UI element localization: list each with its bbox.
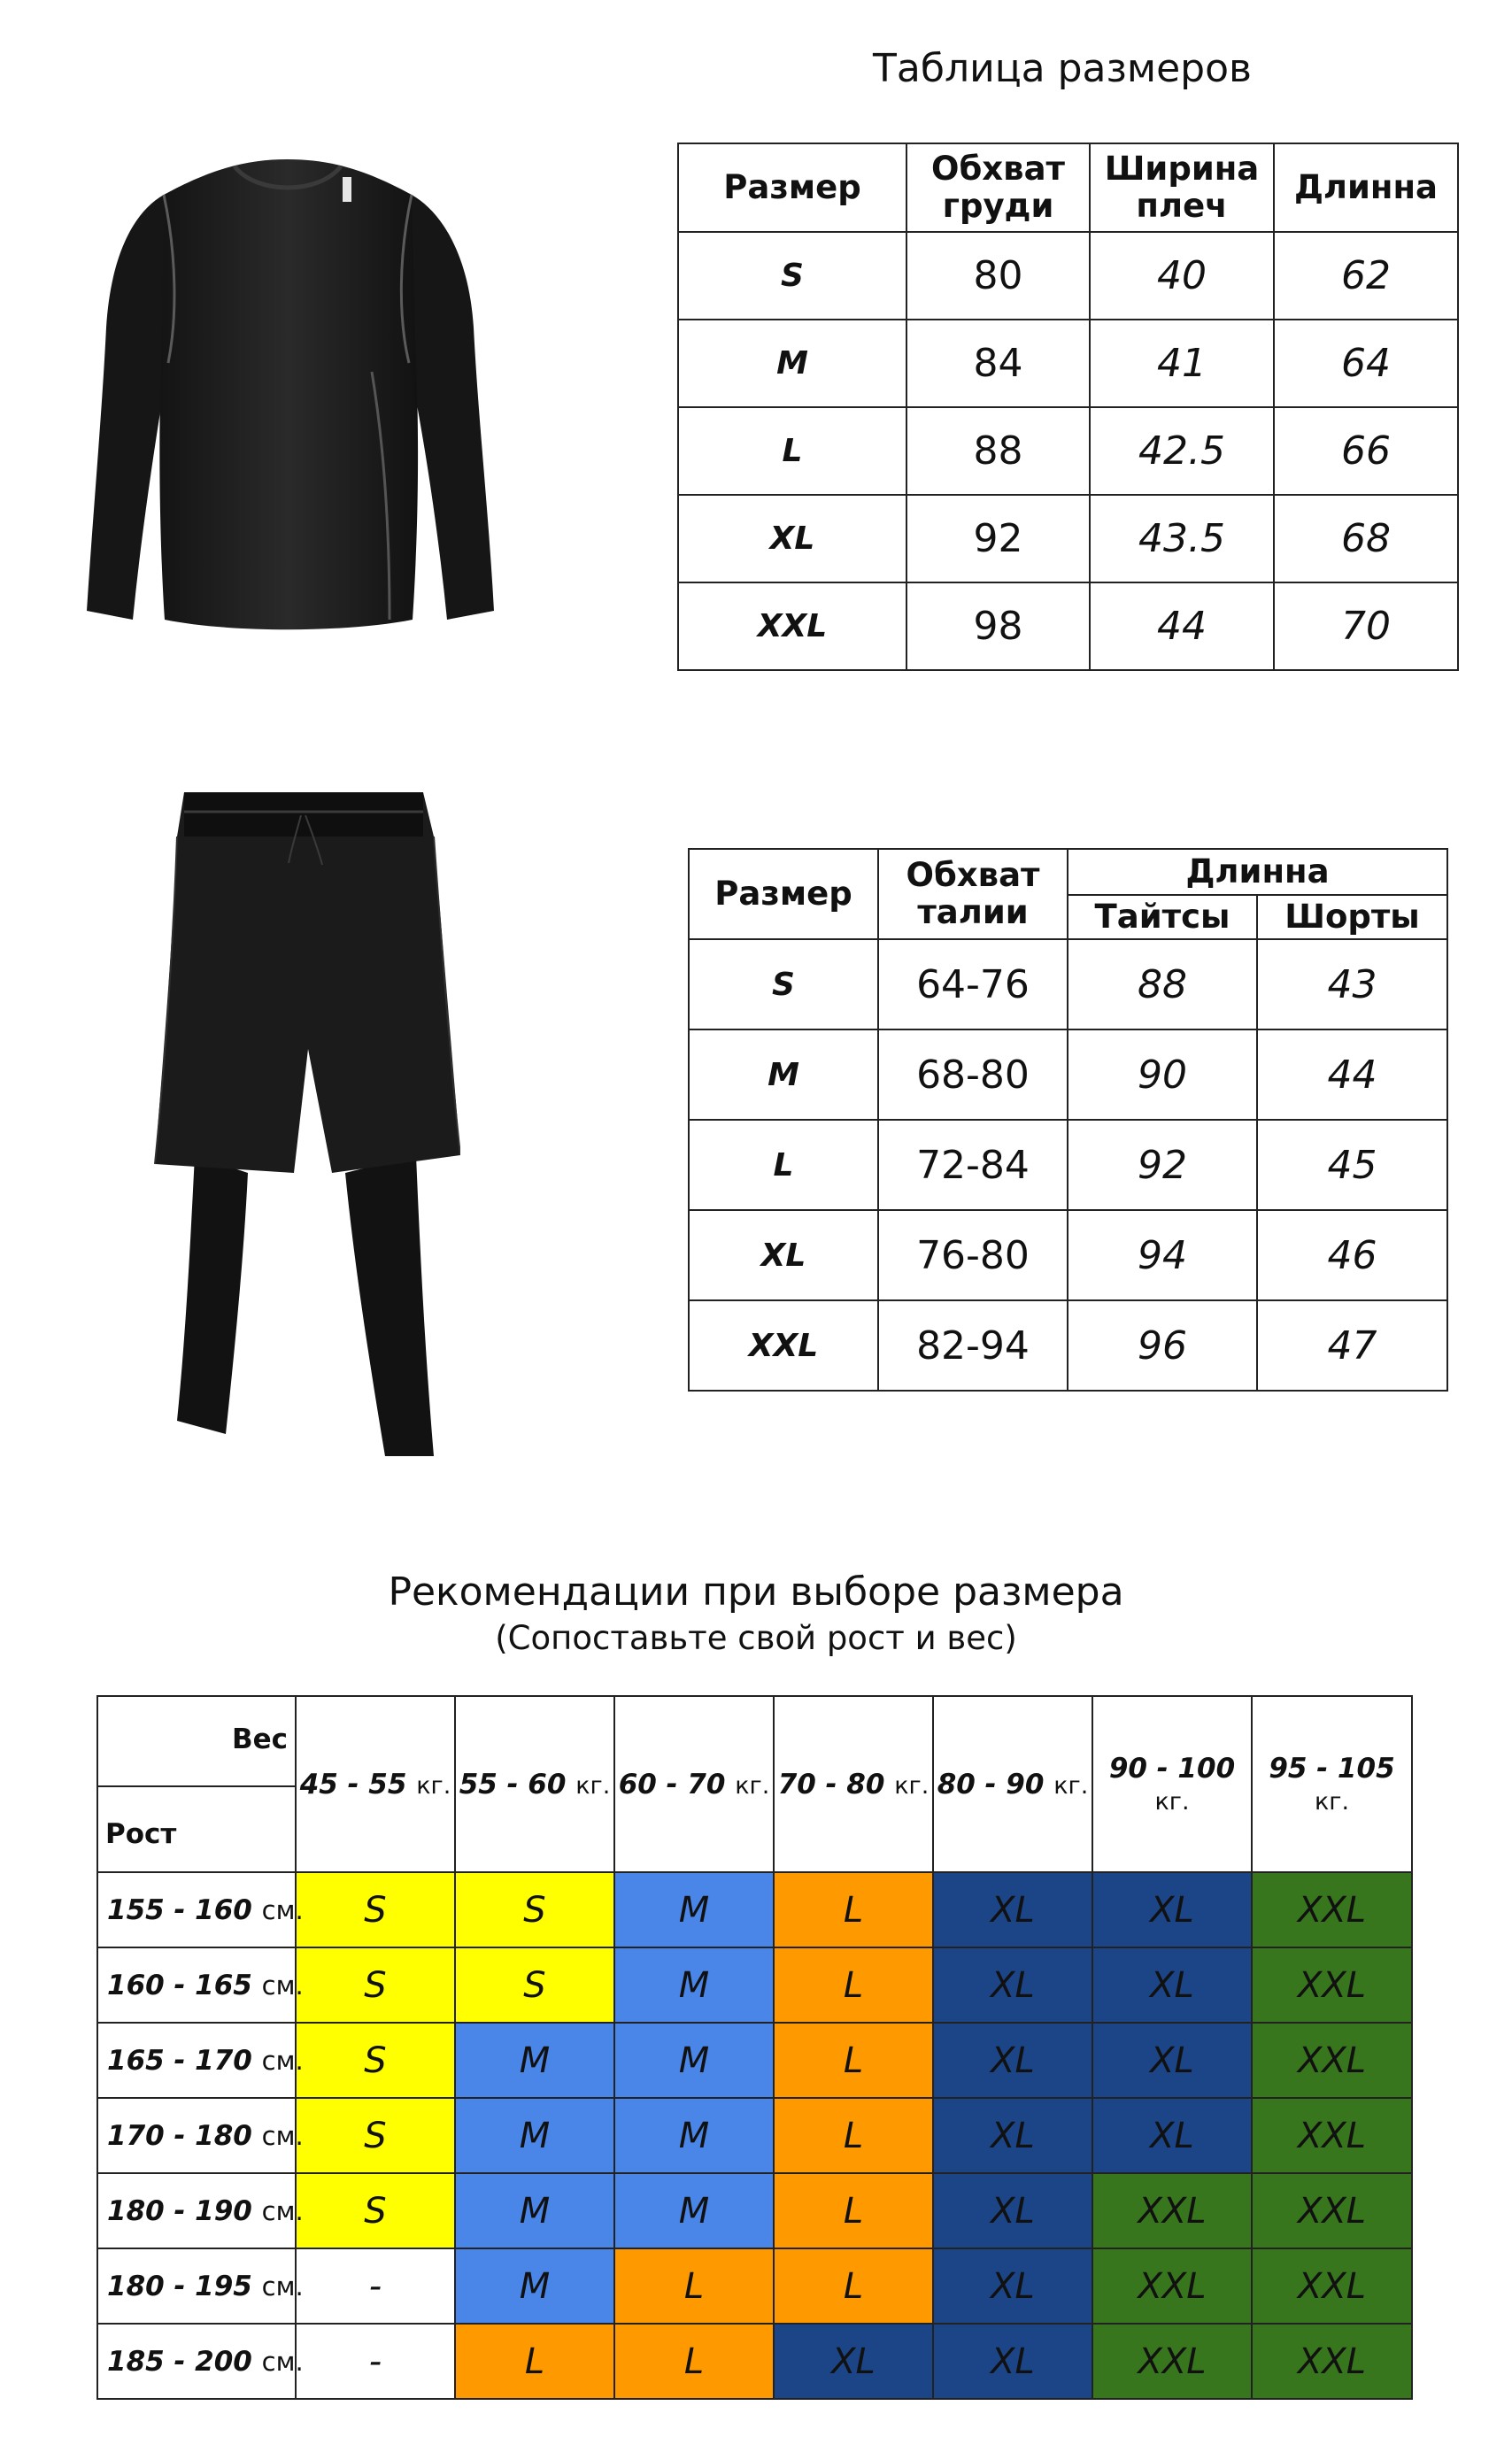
height-range: 155 - 160	[107, 1893, 252, 1926]
table-row	[97, 2098, 1412, 2173]
height-range: 180 - 190	[107, 2194, 252, 2227]
table-row	[97, 2248, 1412, 2324]
size-recommendation-cell: M	[614, 2023, 774, 2098]
weight-unit: кг.	[1314, 1787, 1350, 1816]
waist-cell: 82-94	[878, 1300, 1068, 1391]
size-recommendation-cell: XXL	[1252, 2173, 1412, 2248]
height-unit: см.	[261, 1970, 304, 2001]
length-cell: 66	[1274, 407, 1458, 495]
tights-cell: 92	[1068, 1120, 1257, 1210]
size-recommendation-cell: L	[774, 2248, 933, 2324]
size-recommendation-cell: S	[455, 1947, 614, 2023]
size-recommendation-cell: XXL	[1252, 2248, 1412, 2324]
corner-header	[97, 1696, 296, 1872]
shorts-cell: 47	[1257, 1300, 1447, 1391]
shorts-cell: 44	[1257, 1029, 1447, 1120]
shorts-cell: 45	[1257, 1120, 1447, 1210]
size-cell: S	[678, 232, 906, 320]
size-recommendation-cell: M	[455, 2173, 614, 2248]
table-row	[97, 2324, 1412, 2399]
shorts-with-tights-image	[142, 783, 460, 1469]
header-shoulder: Ширина плеч	[1090, 143, 1274, 232]
weight-unit: кг.	[416, 1771, 451, 1800]
long-sleeve-shirt-image	[80, 159, 496, 659]
size-recommendation-cell: M	[614, 1872, 774, 1947]
size-recommendation-cell: L	[774, 2173, 933, 2248]
height-unit: см.	[261, 2195, 304, 2226]
size-recommendation-cell: XL	[933, 2248, 1092, 2324]
size-recommendation-cell: S	[296, 1947, 455, 2023]
size-recommendation-cell: -	[296, 2248, 455, 2324]
height-header	[97, 2248, 304, 2324]
table-row	[689, 1120, 1447, 1210]
size-recommendation-cell: XXL	[1252, 2023, 1412, 2098]
size-cell: S	[689, 939, 878, 1029]
size-recommendation-cell: M	[614, 1947, 774, 2023]
size-cell: L	[689, 1120, 878, 1210]
weight-header	[296, 1696, 455, 1872]
size-cell: XL	[689, 1210, 878, 1300]
size-cell: XXL	[678, 582, 906, 670]
height-unit: см.	[261, 2045, 304, 2076]
height-unit: см.	[261, 2271, 304, 2302]
table-row	[689, 1300, 1447, 1391]
size-recommendation-cell: M	[455, 2023, 614, 2098]
size-recommendation-cell: L	[774, 2023, 933, 2098]
length-cell: 70	[1274, 582, 1458, 670]
size-recommendation-cell: XXL	[1252, 2098, 1412, 2173]
weight-range: 60 - 70	[618, 1768, 726, 1800]
waist-cell: 76-80	[878, 1210, 1068, 1300]
size-recommendation-cell: S	[296, 1872, 455, 1947]
size-recommendation-cell: XXL	[1252, 1947, 1412, 2023]
height-header	[97, 1947, 304, 2023]
chest-cell: 88	[906, 407, 1090, 495]
size-recommendation-cell: XL	[933, 1872, 1092, 1947]
shorts-cell: 46	[1257, 1210, 1447, 1300]
weight-unit: кг.	[894, 1771, 930, 1800]
weight-range: 95 - 105	[1269, 1752, 1395, 1785]
size-cell: XL	[678, 495, 906, 582]
waist-cell: 68-80	[878, 1029, 1068, 1120]
table-header-row	[689, 849, 1447, 895]
size-cell: M	[678, 320, 906, 407]
height-unit: см.	[261, 2120, 304, 2151]
table-row	[678, 320, 1458, 407]
size-table-title: Таблица размеров	[873, 46, 1252, 91]
size-recommendation-cell: XXL	[1092, 2248, 1252, 2324]
height-header	[97, 1872, 304, 1947]
tights-cell: 90	[1068, 1029, 1257, 1120]
height-range: 180 - 195	[107, 2270, 252, 2302]
size-recommendation-cell: XL	[1092, 1947, 1252, 2023]
chest-cell: 80	[906, 232, 1090, 320]
tights-cell: 96	[1068, 1300, 1257, 1391]
table-row	[97, 2023, 1412, 2098]
size-recommendation-cell: XL	[933, 2023, 1092, 2098]
size-recommendation-cell: S	[296, 2098, 455, 2173]
size-recommendation-cell: XXL	[1252, 1872, 1412, 1947]
shoulder-cell: 43.5	[1090, 495, 1274, 582]
size-recommendation-cell: S	[455, 1872, 614, 1947]
height-range: 185 - 200	[107, 2345, 252, 2378]
shoulder-cell: 41	[1090, 320, 1274, 407]
table-row	[678, 407, 1458, 495]
waist-cell: 72-84	[878, 1120, 1068, 1210]
shirt-size-table	[677, 143, 1459, 671]
size-cell: XXL	[689, 1300, 878, 1391]
weight-range: 70 - 80	[777, 1768, 885, 1800]
header-length: Длинна	[1274, 143, 1458, 232]
corner-divider	[98, 1785, 295, 1787]
size-recommendation-cell: XXL	[1092, 2324, 1252, 2399]
size-recommendation-cell: XL	[933, 2098, 1092, 2173]
height-unit: см.	[261, 2346, 304, 2377]
weight-header	[933, 1696, 1092, 1872]
table-row	[689, 939, 1447, 1029]
size-recommendation-cell: XL	[1092, 1872, 1252, 1947]
header-size: Размер	[689, 849, 878, 939]
weight-unit: кг.	[1154, 1787, 1190, 1816]
table-row	[689, 1029, 1447, 1120]
header-tights: Тайтсы	[1068, 895, 1257, 939]
recommendations-title: Рекомендации при выборе размера	[388, 1569, 1124, 1615]
size-recommendation-cell: L	[614, 2324, 774, 2399]
weight-header	[1092, 1696, 1252, 1872]
weight-header	[614, 1696, 774, 1872]
weight-range: 80 - 90	[937, 1768, 1045, 1800]
weight-range: 55 - 60	[459, 1768, 567, 1800]
shoulder-cell: 42.5	[1090, 407, 1274, 495]
size-recommendation-table	[96, 1695, 1413, 2400]
header-size: Размер	[678, 143, 906, 232]
weight-unit: кг.	[1053, 1771, 1089, 1800]
height-unit: см.	[261, 1894, 304, 1925]
table-header-row	[678, 143, 1458, 232]
weight-unit: кг.	[575, 1771, 611, 1800]
height-label: Рост	[105, 1818, 177, 1850]
size-recommendation-cell: XL	[1092, 2098, 1252, 2173]
height-range: 165 - 170	[107, 2044, 252, 2077]
size-recommendation-cell: XL	[933, 1947, 1092, 2023]
size-recommendation-cell: M	[614, 2173, 774, 2248]
table-row	[97, 2173, 1412, 2248]
chest-cell: 92	[906, 495, 1090, 582]
size-recommendation-cell: -	[296, 2324, 455, 2399]
size-recommendation-cell: L	[774, 1872, 933, 1947]
pants-size-table	[688, 848, 1448, 1392]
header-chest: Обхват груди	[906, 143, 1090, 232]
weight-range: 45 - 55	[299, 1768, 407, 1800]
table-row	[678, 495, 1458, 582]
weight-range: 90 - 100	[1108, 1752, 1236, 1785]
chest-cell: 84	[906, 320, 1090, 407]
size-recommendation-cell: XXL	[1252, 2324, 1412, 2399]
size-recommendation-cell: XL	[933, 2324, 1092, 2399]
size-recommendation-cell: XXL	[1092, 2173, 1252, 2248]
table-row	[97, 1947, 1412, 2023]
size-recommendation-cell: S	[296, 2023, 455, 2098]
size-recommendation-cell: XL	[933, 2173, 1092, 2248]
height-header	[97, 2173, 304, 2248]
height-header	[97, 2023, 304, 2098]
size-recommendation-cell: L	[774, 2098, 933, 2173]
weight-header	[1252, 1696, 1412, 1872]
weight-label: Вес	[231, 1723, 288, 1755]
length-cell: 68	[1274, 495, 1458, 582]
size-recommendation-cell: L	[774, 1947, 933, 2023]
table-row	[678, 232, 1458, 320]
weight-unit: кг.	[735, 1771, 770, 1800]
header-shorts: Шорты	[1257, 895, 1447, 939]
size-recommendation-cell: S	[296, 2173, 455, 2248]
weight-header	[455, 1696, 614, 1872]
tights-cell: 94	[1068, 1210, 1257, 1300]
size-recommendation-cell: XL	[774, 2324, 933, 2399]
chest-cell: 98	[906, 582, 1090, 670]
height-range: 160 - 165	[107, 1969, 252, 2001]
shoulder-cell: 40	[1090, 232, 1274, 320]
table-row	[97, 1872, 1412, 1947]
recommendations-subtitle: (Сопоставьте свой рост и вес)	[495, 1619, 1017, 1657]
length-cell: 62	[1274, 232, 1458, 320]
size-recommendation-cell: M	[455, 2248, 614, 2324]
size-cell: L	[678, 407, 906, 495]
shoulder-cell: 44	[1090, 582, 1274, 670]
size-recommendation-cell: L	[455, 2324, 614, 2399]
size-recommendation-cell: XL	[1092, 2023, 1252, 2098]
table-header-row	[97, 1696, 1412, 1872]
header-length: Длинна	[1068, 849, 1447, 895]
size-recommendation-cell: L	[614, 2248, 774, 2324]
table-row	[689, 1210, 1447, 1300]
weight-header	[774, 1696, 933, 1872]
height-range: 170 - 180	[107, 2119, 252, 2152]
height-header	[97, 2098, 304, 2173]
shorts-cell: 43	[1257, 939, 1447, 1029]
size-cell: M	[689, 1029, 878, 1120]
table-row	[678, 582, 1458, 670]
tights-cell: 88	[1068, 939, 1257, 1029]
header-waist: Обхват талии	[878, 849, 1068, 939]
size-recommendation-cell: M	[455, 2098, 614, 2173]
waist-cell: 64-76	[878, 939, 1068, 1029]
height-header	[97, 2324, 304, 2399]
length-cell: 64	[1274, 320, 1458, 407]
size-recommendation-cell: M	[614, 2098, 774, 2173]
